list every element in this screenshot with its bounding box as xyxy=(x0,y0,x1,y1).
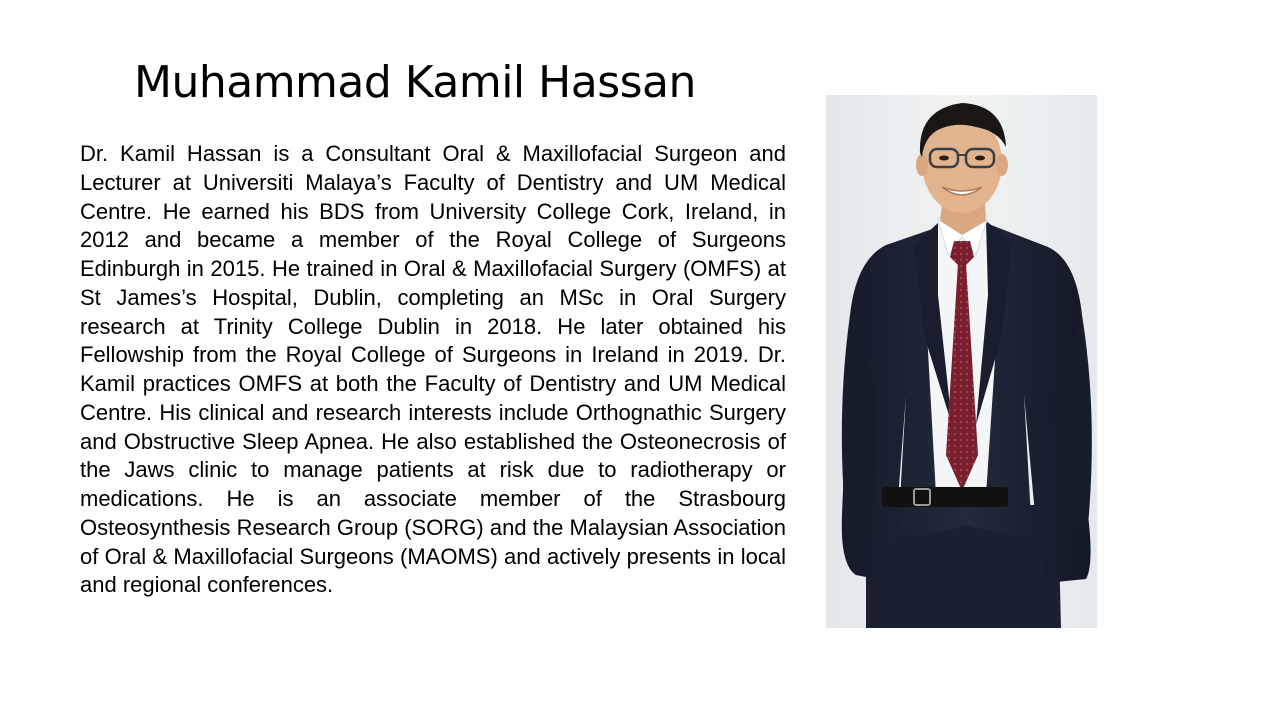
slide-title: Muhammad Kamil Hassan xyxy=(134,57,696,108)
portrait-photo xyxy=(826,95,1097,628)
belt xyxy=(882,487,1008,507)
bio-paragraph: Dr. Kamil Hassan is a Consultant Oral & Maxillofacial Surgeon and Lecturer at Universiti Malaya’s Faculty of Dentistry and UM Medical Centre. He earned his BDS from University College Cork, Ireland, in 2012 and became a member of the Royal College of Surgeons Edinburgh in 2015. He trained in Oral & Maxillofacial Surgery (OMFS) at St James’s Hospital, Dublin, completing an MSc in Oral Surgery research at Trinity College Dublin in 2018. He later obtained his Fellowship from the Royal College of Surgeons in Ireland in 2019. Dr. Kamil practices OMFS at both the Faculty of Dentistry and UM Medical Centre. His clinical and research interests include Orthognathic Surgery and Obstructive Sleep Apnea. He also established the Osteonecrosis of the Jaws clinic to manage patients at risk due to radiotherapy or medications. He is an associate member of the Strasbourg Osteosynthesis Research Group (SORG) and the Malaysian Association of Oral & Maxillofacial Surgeons (MAOMS) and actively presents in local and regional conferences. xyxy=(80,141,786,598)
portrait-illustration xyxy=(826,95,1097,628)
right-eye xyxy=(975,156,985,161)
left-eye xyxy=(939,156,949,161)
right-ear xyxy=(996,154,1008,176)
left-ear xyxy=(916,154,928,176)
